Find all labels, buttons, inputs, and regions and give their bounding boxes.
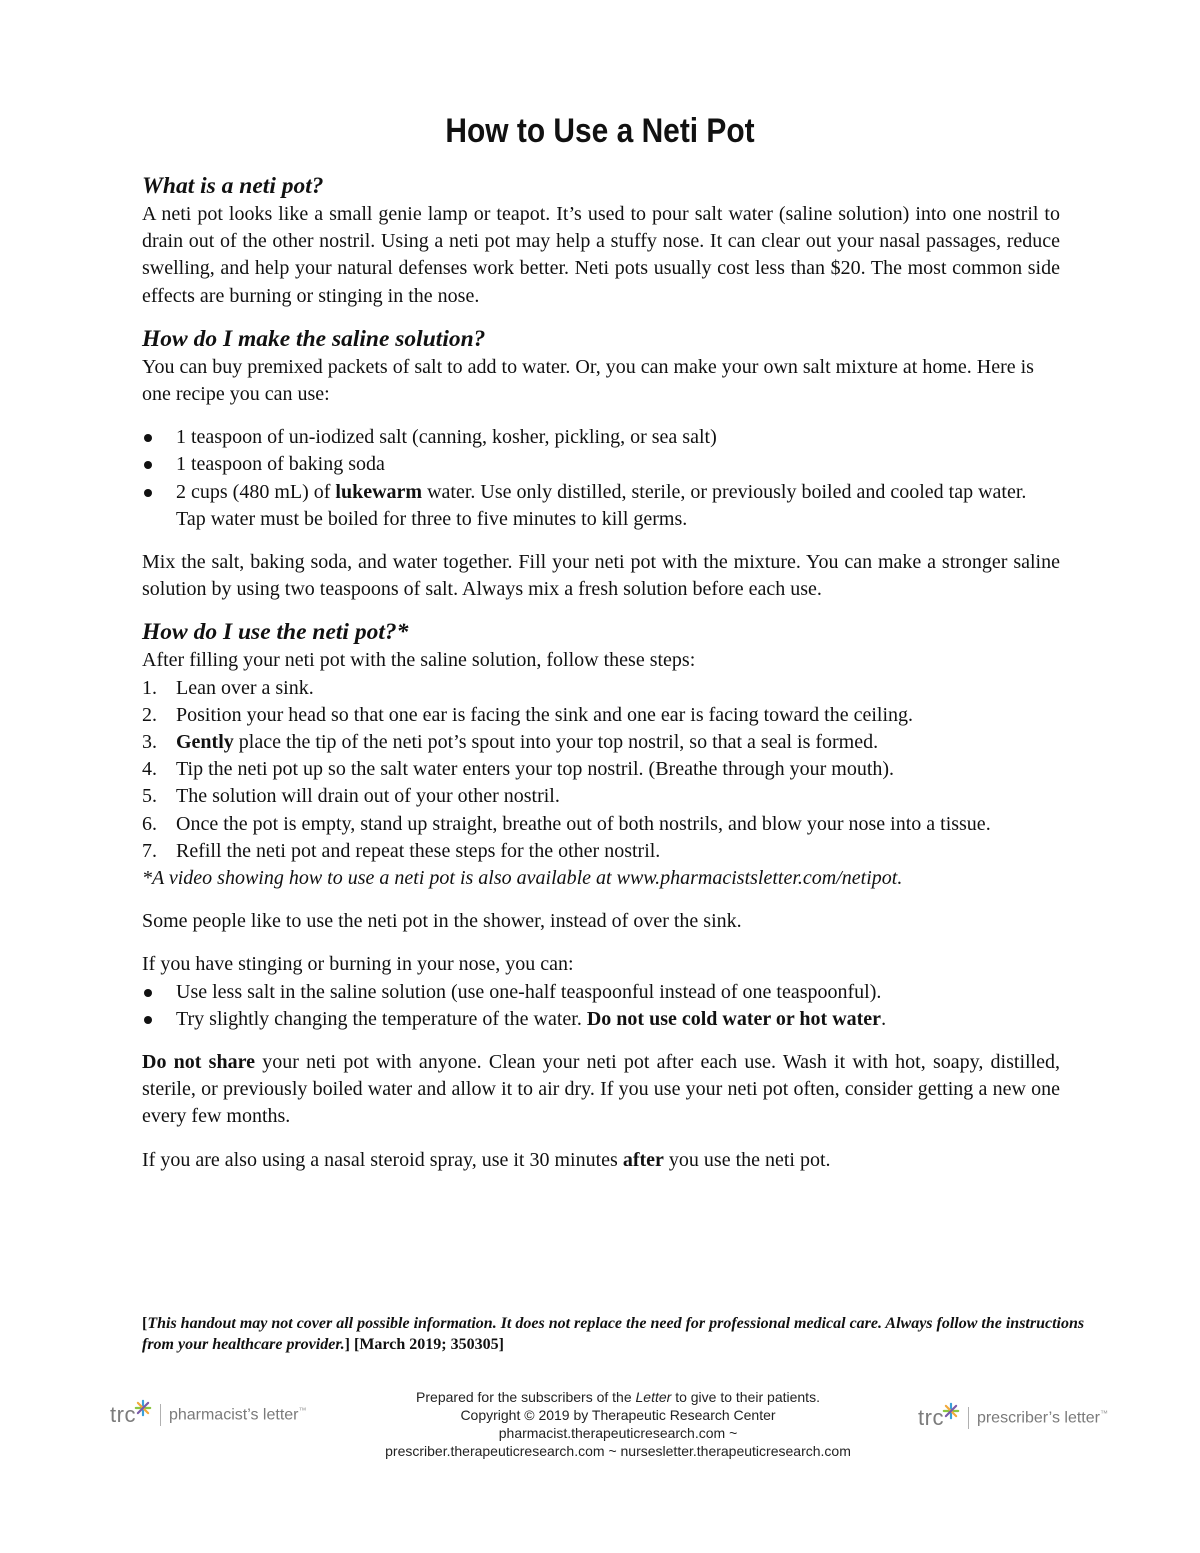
step-item: 5. The solution will drain out of your other nostril. — [142, 785, 560, 808]
shower-paragraph: Some people like to use the neti pot in the shower, instead of over the sink. — [142, 910, 742, 933]
footer-credits — [318, 1388, 918, 1460]
steroid-paragraph: If you are also using a nasal steroid spray, use it 30 minutes after you use the neti pot. — [142, 1148, 831, 1171]
pharmacists-letter-logo: trc pharmacist’s letter™ — [110, 1402, 306, 1428]
steps-list — [142, 675, 1060, 865]
footer-line-2: Copyright © 2019 by Therapeutic Research Center — [460, 1407, 776, 1423]
footer-line-1: Prepared for the subscribers of the Letter to give to their patients. — [416, 1389, 820, 1405]
prescribers-letter-logo: trc prescriber’s letter™ — [918, 1405, 1108, 1431]
bullet-icon — [144, 1016, 152, 1024]
use-intro: After filling your neti pot with the saline solution, follow these steps: — [142, 649, 696, 672]
saline-intro: You can buy premixed packets of salt to add to water. Or, you can make your own salt mixture at home. Here is one recipe you can use: — [142, 355, 1034, 406]
page-title: How to Use a Neti Pot — [445, 112, 755, 150]
step-item: 1. Lean over a sink. — [142, 676, 314, 699]
what-is-paragraph: A neti pot looks like a small genie lamp or teapot. It’s used to pour salt water (saline solution) into one nostril to drain out of the other nostril. Using a neti pot may help a stuffy nose. It can clear out your nasal passages, reduce swelling, and help your natural defenses work better. Neti pots usually cost less than $20. The most common side effects are burning or stinging in the nose. — [142, 203, 1060, 307]
trc-starburst-icon — [134, 1399, 152, 1417]
bullet-icon — [144, 489, 152, 497]
list-item: 1 teaspoon of un-iodized salt (canning, kosher, pickling, or sea salt) — [142, 424, 1060, 451]
footer-line-3: pharmacist.therapeuticresearch.com ~ — [498, 1425, 738, 1441]
trc-starburst-icon — [942, 1402, 960, 1420]
section-heading-saline: How do I make the saline solution? — [142, 325, 486, 352]
video-note: *A video showing how to use a neti pot is also available at www.pharmacistsletter.com/netipot. — [142, 867, 903, 890]
prescribers-letter-name: prescriber’s letter™ — [976, 1408, 1108, 1427]
step-item: 6. Once the pot is empty, stand up straight, breathe out of both nostrils, and blow your nose into a tissue. — [142, 812, 991, 835]
list-item: 1 teaspoon of baking soda — [142, 451, 1060, 478]
stinging-intro: If you have stinging or burning in your nose, you can: — [142, 953, 574, 976]
bullet-icon — [144, 989, 152, 997]
stinging-tips-list — [142, 979, 1060, 1033]
pharmacists-letter-name: pharmacist’s letter™ — [168, 1405, 307, 1424]
step-item: 2. Position your head so that one ear is facing the sink and one ear is facing toward the ceiling. — [142, 703, 914, 726]
lukewarm-emphasis: lukewarm — [335, 480, 423, 503]
step-item: 3. Gently place the tip of the neti pot’s spout into your top nostril, so that a seal is formed. — [142, 731, 879, 754]
bullet-icon — [144, 461, 152, 469]
footer-line-4: prescriber.therapeuticresearch.com ~ nursesletter.therapeuticresearch.com — [385, 1443, 851, 1459]
section-heading-what-is: What is a neti pot? — [142, 173, 324, 199]
list-item: Try slightly changing the temperature of the water. Do not use cold water or hot water. — [142, 1006, 1060, 1033]
section-heading-use: How do I use the neti pot?* — [142, 619, 409, 646]
step-item: 7. Refill the neti pot and repeat these steps for the other nostril. — [142, 839, 661, 862]
disclaimer: [This handout may not cover all possible information. It does not replace the need for professional medical care. Always follow the instructions from your healthcare provider.] [March 2019; 350305] — [142, 1315, 1085, 1353]
bullet-icon — [144, 434, 152, 442]
list-item: Use less salt in the saline solution (use one-half teaspoonful instead of one teaspoonful). — [142, 979, 1060, 1006]
step-item: 4. Tip the neti pot up so the salt water enters your top nostril. (Breathe through your mouth). — [142, 758, 895, 781]
ingredient-list — [142, 424, 1060, 533]
share-paragraph: Do not share your neti pot with anyone. Clean your neti pot after each use. Wash it with hot, soapy, distilled, sterile, or previously boiled water and allow it to air dry. If you use your neti pot often, consider getting a new one every few months. — [142, 1051, 1060, 1128]
list-item: 2 cups (480 mL) of lukewarm water. Use only distilled, sterile, or previously boiled and cooled tap water. Tap water must be boiled for three to five minutes to kill germs. — [142, 479, 1060, 533]
main-content — [142, 171, 1060, 1174]
mix-paragraph: Mix the salt, baking soda, and water together. Fill your neti pot with the mixture. You can make a stronger saline solution by using two teaspoons of salt. Always mix a fresh solution before each use. — [142, 551, 1060, 601]
